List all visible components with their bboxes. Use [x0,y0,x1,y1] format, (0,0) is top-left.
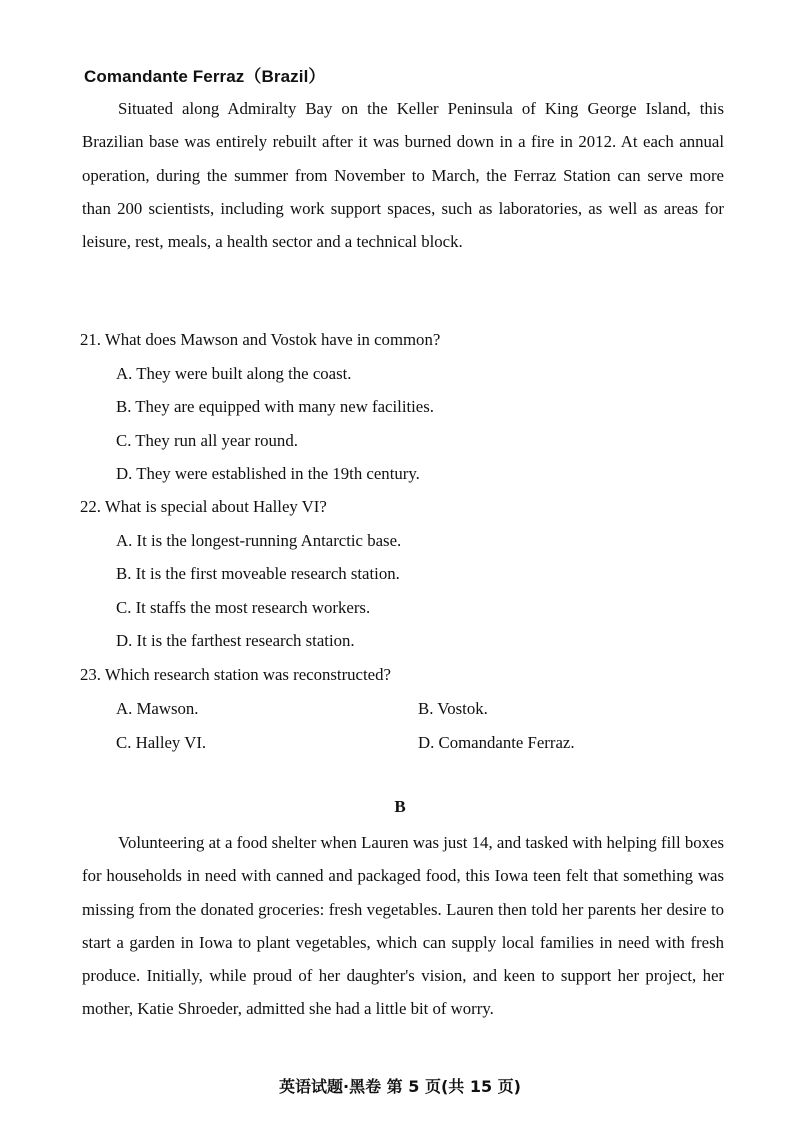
question-23-option-c[interactable]: C. Halley VI. [116,733,207,752]
question-22-option-c[interactable]: C. It staffs the most research workers. [116,598,371,617]
question-21-option-d[interactable]: D. They were established in the 19th century. [116,464,420,483]
station-heading: Comandante Ferraz（Brazil） [84,67,326,86]
page-footer: 英语试题·黑卷 第 5 页(共 15 页) [279,1077,521,1096]
question-22-option-d[interactable]: D. It is the farthest research station. [116,631,355,650]
question-21-option-c[interactable]: C. They run all year round. [116,431,298,450]
question-21-stem: 21. What does Mawson and Vostok have in common? [80,330,441,349]
passage-b-paragraph: Volunteering at a food shelter when Lauren was just 14, and tasked with helping fill boxes for households in need with canned and packaged food, this Iowa teen felt that something was missing from the donated groceries: fresh vegetables. Lauren then told her parents her desire to start a garden in Iowa to plant vegetables, which can supply local families in need with fresh produce. Initially, while proud of her daughter's vision, and keen to support her project, her mother, Katie Shroeder, admitted she had a little bit of worry. [82,833,724,1019]
question-22-option-a[interactable]: A. It is the longest-running Antarctic base. [116,531,402,550]
question-22-option-b[interactable]: B. It is the first moveable research station. [116,564,400,583]
question-23-option-d[interactable]: D. Comandante Ferraz. [418,733,575,752]
question-23-option-a[interactable]: A. Mawson. [116,699,199,718]
section-b-heading: B [394,797,406,816]
passage-a-paragraph: Situated along Admiralty Bay on the Keller Peninsula of King George Island, this Brazilian base was entirely rebuilt after it was burned down in a fire in 2012. At each annual operation, during the summer from November to March, the Ferraz Station can serve more than 200 scientists, including work support spaces, such as laboratories, as well as areas for leisure, rest, meals, a health sector and a technical block. [82,99,724,252]
question-23-stem: 23. Which research station was reconstructed? [80,665,391,684]
question-23-option-b[interactable]: B. Vostok. [418,699,488,718]
question-21-option-a[interactable]: A. They were built along the coast. [116,364,352,383]
question-21-option-b[interactable]: B. They are equipped with many new facilities. [116,397,434,416]
question-22-stem: 22. What is special about Halley VI? [80,497,327,516]
